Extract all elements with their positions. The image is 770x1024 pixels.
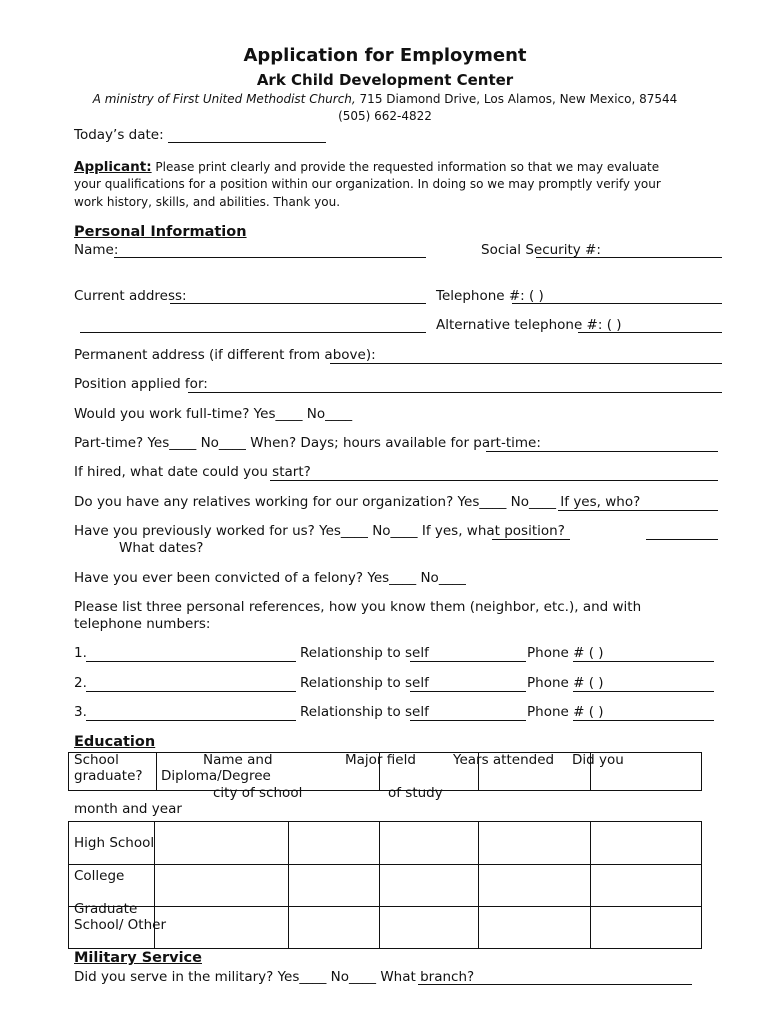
dates-label: What dates? <box>119 540 204 556</box>
reference-phone-field[interactable] <box>573 720 714 721</box>
alt-telephone-label: Alternative telephone #: ( ) <box>436 317 622 333</box>
felony-question: Have you ever been convicted of a felony? Yes____ No____ <box>74 570 466 586</box>
applicant-intro-line-3: work history, skills, and abilities. Thank you. <box>74 195 341 209</box>
education-col-divider <box>478 821 479 949</box>
reference-number: 1. <box>74 645 87 661</box>
permanent-address-label: Permanent address (if different from above): <box>74 347 376 363</box>
reference-number: 2. <box>74 675 87 691</box>
row-high-school-label: High School <box>74 835 155 851</box>
current-address-field[interactable] <box>170 303 426 304</box>
col-month-label: month and year <box>74 801 182 817</box>
military-heading: Military Service <box>74 950 202 966</box>
personal-info-heading: Personal Information <box>74 224 247 240</box>
reference-phone-field[interactable] <box>573 661 714 662</box>
previous-position-field-2[interactable] <box>646 539 718 540</box>
full-time-question: Would you work full-time? Yes____ No____ <box>74 406 353 422</box>
permanent-address-field[interactable] <box>330 363 722 364</box>
position-label: Position applied for: <box>74 376 208 392</box>
reference-relationship-label: Relationship to self <box>300 675 429 691</box>
page-title: Application for Employment <box>243 45 527 66</box>
telephone-label: Telephone #: ( ) <box>436 288 544 304</box>
previous-position-field[interactable] <box>492 539 570 540</box>
organization-phone: (505) 662-4822 <box>338 109 432 123</box>
military-question: Did you serve in the military? Yes____ No____ What branch? <box>74 969 475 985</box>
references-intro-1: Please list three personal references, how you know them (neighbor, etc.), and with <box>74 599 642 615</box>
start-date-field[interactable] <box>270 480 718 481</box>
position-field[interactable] <box>188 392 722 393</box>
previous-work-question: Have you previously worked for us? Yes____ No____ If yes, what position? <box>74 523 565 539</box>
col-graduate-label: graduate? <box>74 768 143 784</box>
education-heading: Education <box>74 734 156 750</box>
row-other-label: School/ Other <box>74 917 166 933</box>
todays-date-field[interactable] <box>168 142 326 143</box>
reference-phone-label: Phone # ( ) <box>527 645 604 661</box>
col-school-label: School <box>74 752 119 768</box>
col-did-label: Did you <box>572 752 624 768</box>
reference-phone-label: Phone # ( ) <box>527 675 604 691</box>
todays-date-label: Today’s date: <box>74 127 164 143</box>
reference-relationship-label: Relationship to self <box>300 645 429 661</box>
start-date-question: If hired, what date could you start? <box>74 464 311 480</box>
education-col-divider <box>288 821 289 949</box>
applicant-intro-line-2: your qualifications for a position within our organization. In doing so we may promptly verify your <box>74 177 661 191</box>
reference-relationship-field[interactable] <box>410 661 526 662</box>
relatives-question: Do you have any relatives working for our organization? Yes____ No____ If yes, who? <box>74 494 641 510</box>
row-graduate-label: Graduate <box>74 901 138 917</box>
current-address-field-2[interactable] <box>80 332 426 333</box>
reference-number: 3. <box>74 704 87 720</box>
education-row-divider <box>68 906 702 907</box>
part-time-hours-field[interactable] <box>486 451 718 452</box>
military-branch-field[interactable] <box>418 984 692 985</box>
col-city-label: city of school <box>213 785 303 801</box>
part-time-question: Part-time? Yes____ No____ When? Days; hours available for part-time: <box>74 435 541 451</box>
telephone-field[interactable] <box>512 303 722 304</box>
reference-relationship-field[interactable] <box>410 720 526 721</box>
reference-name-field[interactable] <box>86 720 296 721</box>
ssn-field[interactable] <box>536 257 722 258</box>
street-address: 715 Diamond Drive, Los Alamos, New Mexico, 87544 <box>355 92 678 106</box>
applicant-text-1: Please print clearly and provide the requested information so that we may evaluate <box>151 160 660 174</box>
col-major-label: Major field <box>345 752 416 768</box>
ministry-text: A ministry of First United Methodist Church, <box>92 92 356 106</box>
reference-phone-label: Phone # ( ) <box>527 704 604 720</box>
current-address-label: Current address: <box>74 288 187 304</box>
reference-name-field[interactable] <box>86 691 296 692</box>
ssn-label: Social Security #: <box>481 242 601 258</box>
reference-relationship-label: Relationship to self <box>300 704 429 720</box>
reference-relationship-field[interactable] <box>410 691 526 692</box>
alt-telephone-field[interactable] <box>578 332 722 333</box>
col-name-label: Name and <box>203 752 273 768</box>
references-intro-2: telephone numbers: <box>74 616 211 632</box>
organization-name: Ark Child Development Center <box>256 71 514 89</box>
col-diploma-label: Diploma/Degree <box>161 768 271 784</box>
name-field[interactable] <box>114 257 426 258</box>
col-study-label: of study <box>388 785 443 801</box>
education-row-divider <box>68 864 702 865</box>
organization-address <box>0 92 770 106</box>
reference-phone-field[interactable] <box>573 691 714 692</box>
row-college-label: College <box>74 868 125 884</box>
relatives-field[interactable] <box>558 510 718 511</box>
name-label: Name: <box>74 242 119 258</box>
education-col-divider <box>590 821 591 949</box>
applicant-label: Applicant: <box>74 159 152 175</box>
reference-name-field[interactable] <box>86 661 296 662</box>
education-header-divider <box>156 752 157 791</box>
col-years-label: Years attended <box>453 752 555 768</box>
education-col-divider <box>379 821 380 949</box>
applicant-intro-line-1 <box>74 159 659 175</box>
